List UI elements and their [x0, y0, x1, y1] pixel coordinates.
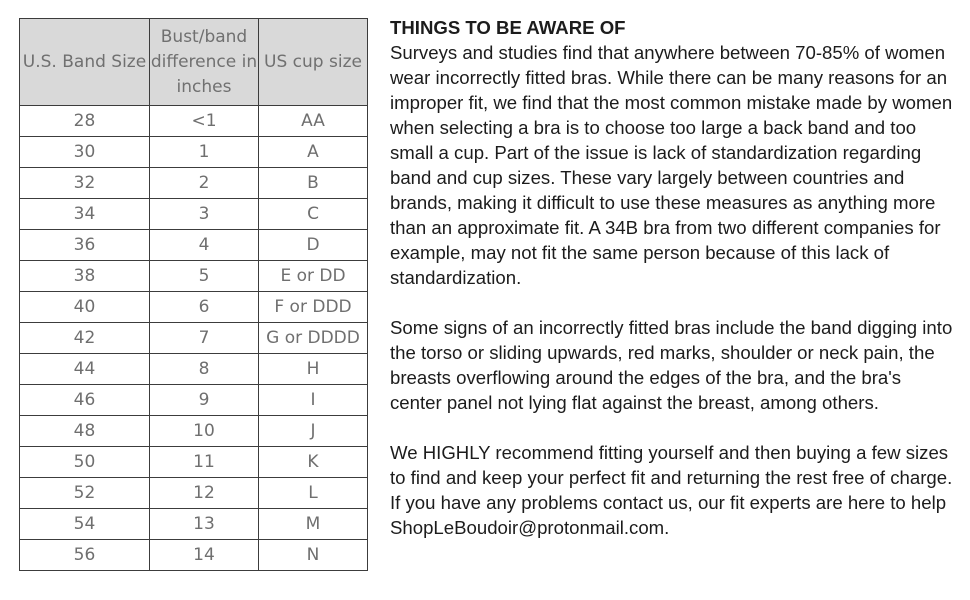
difference-cell: 10 — [150, 416, 259, 447]
table-row — [20, 385, 368, 416]
band-size-cell: 40 — [20, 292, 150, 323]
table-row — [20, 292, 368, 323]
cup-size-cell: F or DDD — [259, 292, 368, 323]
article-text — [390, 15, 956, 540]
band-size-cell: 28 — [20, 106, 150, 137]
table-row — [20, 168, 368, 199]
band-size-cell: 46 — [20, 385, 150, 416]
table-row — [20, 540, 368, 571]
difference-cell: 1 — [150, 137, 259, 168]
difference-cell: 7 — [150, 323, 259, 354]
cup-size-cell: J — [259, 416, 368, 447]
cup-size-cell: I — [259, 385, 368, 416]
table-header-row — [20, 19, 368, 106]
band-size-cell: 30 — [20, 137, 150, 168]
table-row — [20, 478, 368, 509]
band-size-cell: 56 — [20, 540, 150, 571]
band-size-cell: 42 — [20, 323, 150, 354]
band-size-cell: 32 — [20, 168, 150, 199]
difference-cell: 11 — [150, 447, 259, 478]
band-size-cell: 52 — [20, 478, 150, 509]
cup-size-cell: B — [259, 168, 368, 199]
table-row — [20, 137, 368, 168]
table-row — [20, 509, 368, 540]
difference-cell: 9 — [150, 385, 259, 416]
cup-size-cell: H — [259, 354, 368, 385]
band-size-cell: 54 — [20, 509, 150, 540]
cup-size-cell: C — [259, 199, 368, 230]
band-size-cell: 48 — [20, 416, 150, 447]
band-size-cell: 50 — [20, 447, 150, 478]
table-row — [20, 416, 368, 447]
cup-size-cell: D — [259, 230, 368, 261]
band-size-cell: 36 — [20, 230, 150, 261]
cup-size-cell: M — [259, 509, 368, 540]
band-size-cell: 38 — [20, 261, 150, 292]
table-row — [20, 261, 368, 292]
article-heading: THINGS TO BE AWARE OF — [390, 17, 626, 38]
difference-cell: 8 — [150, 354, 259, 385]
header-bust-band-difference: Bust/band difference in inches — [150, 19, 259, 106]
difference-cell: 12 — [150, 478, 259, 509]
difference-cell: 4 — [150, 230, 259, 261]
header-cup-size: US cup size — [259, 19, 368, 106]
article-paragraph-3: We HIGHLY recommend fitting yourself and then buying a few sizes to find and keep your perfect fit and returning the rest free of charge. If you have any problems contact us, our fit experts are here to help ShopLeBoudoir@protonmail.com. — [390, 442, 953, 538]
table-row — [20, 199, 368, 230]
difference-cell: 6 — [150, 292, 259, 323]
difference-cell: 13 — [150, 509, 259, 540]
difference-cell: 5 — [150, 261, 259, 292]
cup-size-cell: A — [259, 137, 368, 168]
cup-size-cell: E or DD — [259, 261, 368, 292]
cup-size-cell: L — [259, 478, 368, 509]
table-row — [20, 230, 368, 261]
cup-size-cell: N — [259, 540, 368, 571]
difference-cell: <1 — [150, 106, 259, 137]
band-size-cell: 44 — [20, 354, 150, 385]
article-paragraph-2: Some signs of an incorrectly fitted bras include the band digging into the torso or sliding upwards, red marks, shoulder or neck pain, the breasts overflowing around the edges of the bra, and the bra's center panel not lying flat against the breast, among others. — [390, 317, 953, 413]
difference-cell: 3 — [150, 199, 259, 230]
table-body — [20, 106, 368, 571]
table-row — [20, 323, 368, 354]
bra-size-table — [19, 18, 368, 571]
table-row — [20, 106, 368, 137]
difference-cell: 2 — [150, 168, 259, 199]
cup-size-cell: AA — [259, 106, 368, 137]
cup-size-cell: K — [259, 447, 368, 478]
article-paragraph-1: Surveys and studies find that anywhere between 70-85% of women wear incorrectly fitted bras. While there can be many reasons for an improper fit, we find that the most common mistake made by women when selecting a bra is to choose too large a back band and too small a cup. Part of the issue is lack of standardization regarding band and cup sizes. These vary largely between countries and brands, making it difficult to use these measures as anything more than an approximate fit. A 34B bra from two different companies for example, may not fit the same person because of this lack of standardization. — [390, 42, 953, 288]
header-band-size: U.S. Band Size — [20, 19, 150, 106]
band-size-cell: 34 — [20, 199, 150, 230]
difference-cell: 14 — [150, 540, 259, 571]
table-row — [20, 447, 368, 478]
cup-size-cell: G or DDDD — [259, 323, 368, 354]
table-row — [20, 354, 368, 385]
